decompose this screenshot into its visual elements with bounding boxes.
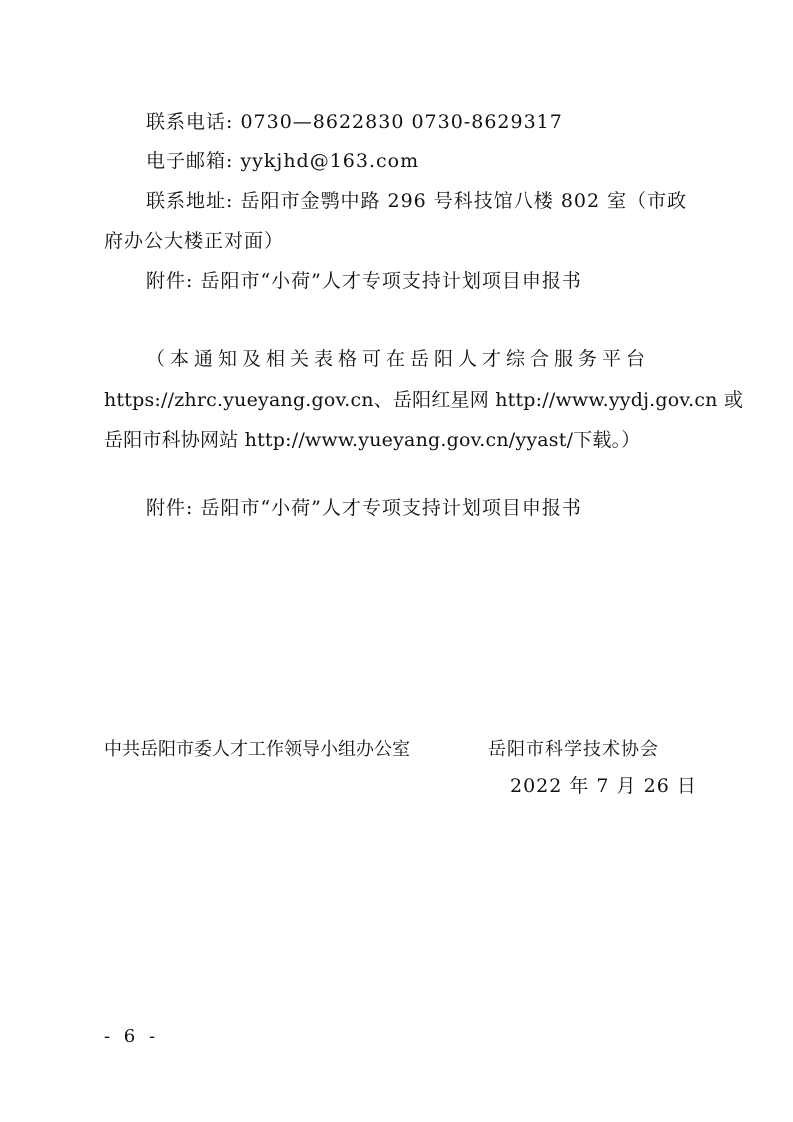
attachment-repeat: 附件: 岳阳市“小荷”人才专项支持计划项目申报书 [146, 497, 582, 519]
note-line2: https://zhrc.yueyang.gov.cn、岳阳红星网 http://www.yydj.gov.cn 或 [104, 389, 744, 411]
signature-date: 2022 年 7 月 26 日 [510, 775, 697, 797]
note-line3: 岳阳市科协网站 http://www.yueyang.gov.cn/yyast/下载。） [104, 429, 641, 451]
attachment-line: 附件: 岳阳市“小荷”人才专项支持计划项目申报书 [146, 270, 582, 292]
signature-org-left: 中共岳阳市委人才工作领导小组办公室 [104, 739, 410, 760]
page-number: - 6 - [104, 1026, 160, 1047]
contact-address-line2: 府办公大楼正对面） [104, 230, 285, 252]
contact-address-line1: 联系地址: 岳阳市金鹗中路 296 号科技馆八楼 802 室（市政 [146, 190, 688, 212]
note-line1: （本通知及相关表格可在岳阳人才综合服务平台 [146, 348, 651, 370]
contact-email: 电子邮箱: yykjhd@163.com [146, 150, 420, 172]
signature-org-right: 岳阳市科学技术协会 [488, 739, 659, 760]
contact-phone: 联系电话: 0730—8622830 0730-8629317 [146, 111, 563, 133]
